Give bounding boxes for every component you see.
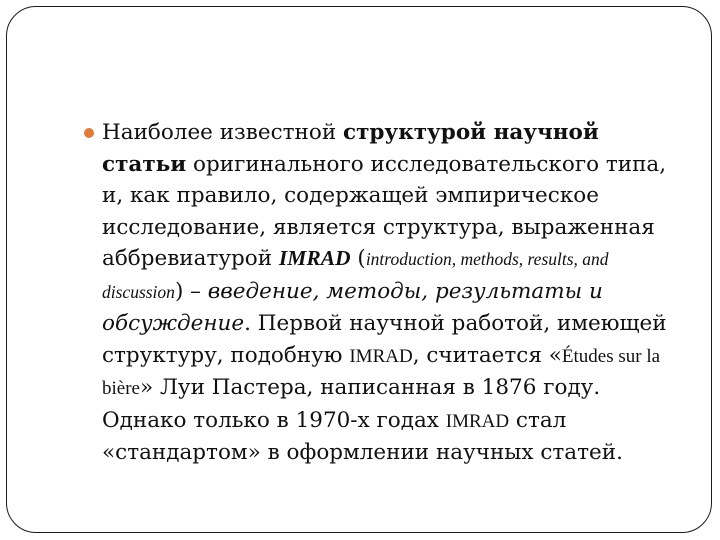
- text-segment: » Луи Пастера, написанная в 1876 году. Однако только в 1970-х годах: [102, 375, 601, 433]
- text-segment: , считается «: [412, 342, 562, 368]
- text-segment: оригинального исследовательского типа, и, как правило, содержащей эмпирическое исследование, является структура, выраженная аббревиатурой: [102, 151, 667, 271]
- text-segment: . Первой научной работой, имеющей структуру, подобную: [102, 311, 667, 368]
- imrad-acronym: IMRAD: [278, 246, 351, 270]
- russian-expansion: – введение, методы, результаты и обсуждение: [102, 278, 603, 336]
- text-segment: Наиболее известной: [102, 120, 343, 145]
- english-expansion: introduction, methods, results, and discussion: [102, 249, 609, 302]
- key-term: структурой научной статьи: [102, 120, 599, 177]
- imrad-acronym: IMRAD: [349, 345, 413, 367]
- text-segment: стал «стандартом» в оформлении научных статей.: [102, 407, 623, 465]
- imrad-acronym: IMRAD: [445, 410, 510, 432]
- slide-body: [76, 117, 676, 469]
- bullet-paragraph: [76, 117, 676, 469]
- text-segment: (: [350, 246, 366, 271]
- book-title: Études sur la bière: [102, 345, 661, 399]
- text-segment: ): [174, 278, 191, 304]
